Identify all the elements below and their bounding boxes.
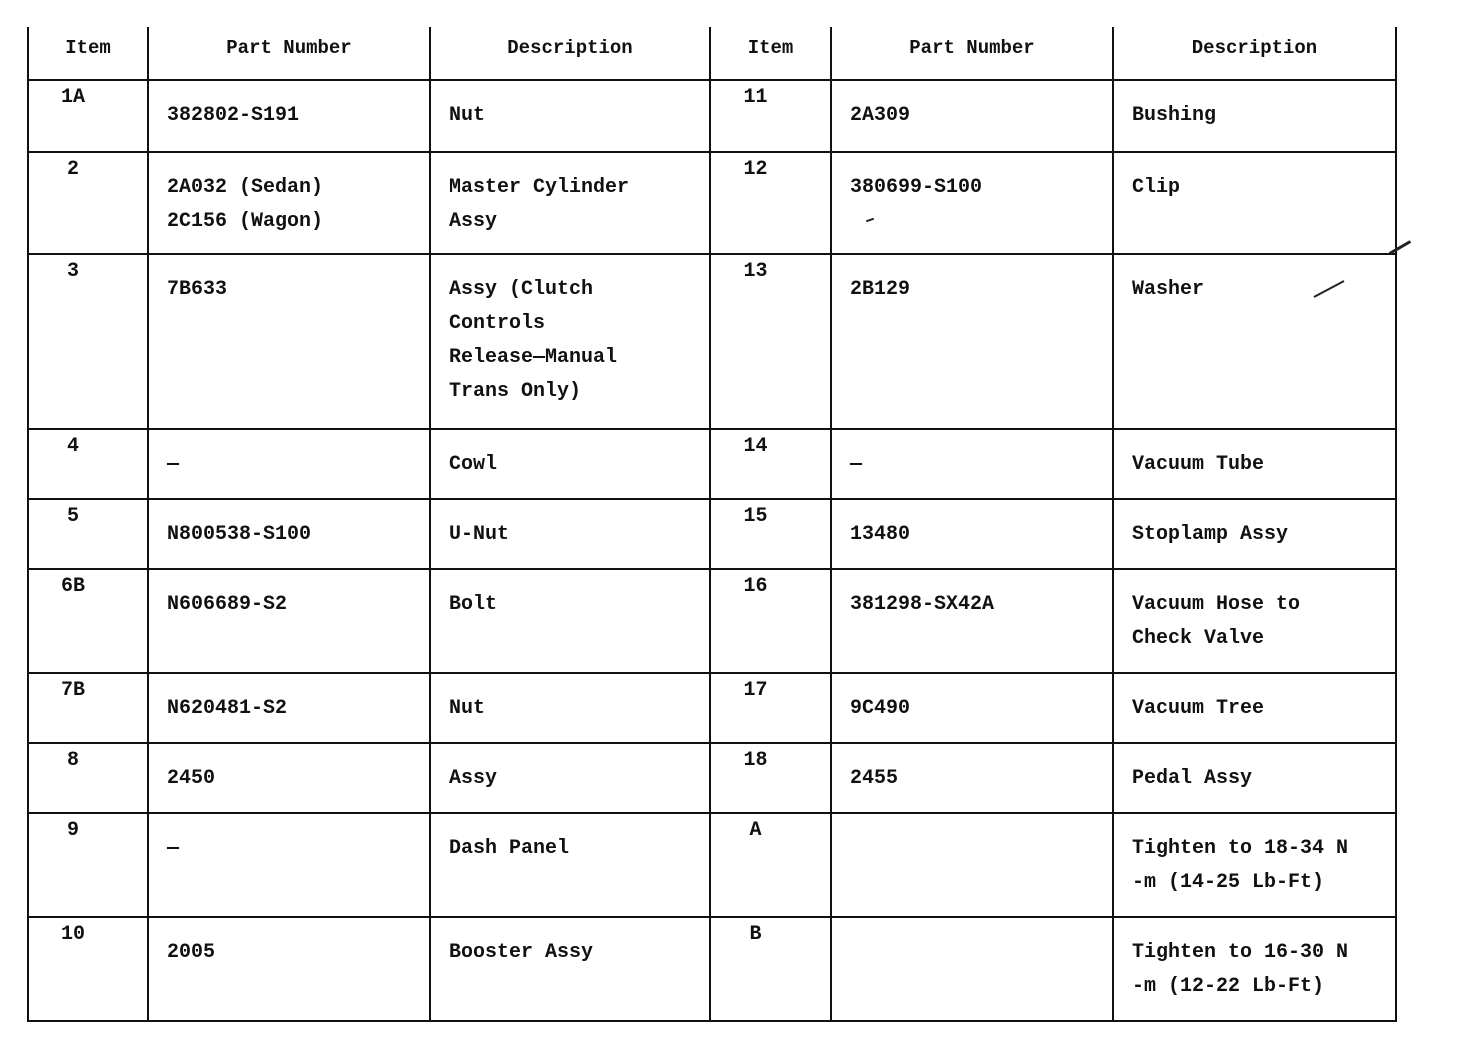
description-cell: Nut [430,673,710,743]
part-number-cell: N800538-S100 [148,499,430,569]
part-number-cell: 2A032 (Sedan) 2C156 (Wagon) [148,152,430,254]
item-cell: 4 [28,429,148,499]
item-cell: A [710,813,831,917]
item-cell: 16 [710,569,831,673]
part-number-cell: 2A309 [831,80,1113,152]
table-row [28,743,1396,813]
item-cell: 14 [710,429,831,499]
item-cell: 12 [710,152,831,254]
header-part-number-right: Part Number [831,27,1113,80]
header-description-left: Description [430,27,710,80]
part-number-cell [831,813,1113,917]
description-cell: Master Cylinder Assy [430,152,710,254]
item-cell: 11 [710,80,831,152]
part-number-cell: 382802-S191 [148,80,430,152]
item-cell: 15 [710,499,831,569]
part-number-cell: N620481-S2 [148,673,430,743]
item-cell: 6B [28,569,148,673]
item-cell: 13 [710,254,831,429]
table-row [28,673,1396,743]
description-cell: Dash Panel [430,813,710,917]
description-cell: U-Nut [430,499,710,569]
part-number-cell: 9C490 [831,673,1113,743]
description-cell: Tighten to 18-34 N -m (14-25 Lb-Ft) [1113,813,1396,917]
header-description-right: Description [1113,27,1396,80]
item-cell: 9 [28,813,148,917]
part-number-cell: 2455 [831,743,1113,813]
description-cell: Vacuum Hose to Check Valve [1113,569,1396,673]
part-number-cell: 381298-SX42A [831,569,1113,673]
item-cell: 5 [28,499,148,569]
description-cell: Assy [430,743,710,813]
description-cell: Vacuum Tube [1113,429,1396,499]
item-cell: 1A [28,80,148,152]
part-number-cell: 380699-S100 [831,152,1113,254]
description-cell: Bushing [1113,80,1396,152]
item-cell: 8 [28,743,148,813]
part-number-cell: — [148,429,430,499]
part-number-cell: 2005 [148,917,430,1021]
description-cell: Vacuum Tree [1113,673,1396,743]
description-cell: Bolt [430,569,710,673]
description-cell: Stoplamp Assy [1113,499,1396,569]
header-item-right: Item [710,27,831,80]
part-number-cell: — [148,813,430,917]
item-cell: 2 [28,152,148,254]
parts-table [27,27,1397,1022]
table-row [28,569,1396,673]
item-cell: 3 [28,254,148,429]
description-cell: Clip [1113,152,1396,254]
part-number-cell: 2450 [148,743,430,813]
part-number-cell: N606689-S2 [148,569,430,673]
description-cell: Tighten to 16-30 N -m (12-22 Lb-Ft) [1113,917,1396,1021]
table-row [28,499,1396,569]
table-row [28,152,1396,254]
item-cell: B [710,917,831,1021]
description-cell: Booster Assy [430,917,710,1021]
table-row [28,254,1396,429]
description-cell: Assy (Clutch Controls Release—Manual Trans Only) [430,254,710,429]
item-cell: 18 [710,743,831,813]
part-number-cell [831,917,1113,1021]
description-cell: Pedal Assy [1113,743,1396,813]
item-cell: 7B [28,673,148,743]
part-number-cell: 7B633 [148,254,430,429]
part-number-cell: 2B129 [831,254,1113,429]
table-row [28,813,1396,917]
item-cell: 10 [28,917,148,1021]
table-row [28,429,1396,499]
table-row [28,80,1396,152]
description-cell: Cowl [430,429,710,499]
header-part-number-left: Part Number [148,27,430,80]
part-number-cell: 13480 [831,499,1113,569]
description-cell: Washer [1113,254,1396,429]
header-item-left: Item [28,27,148,80]
item-cell: 17 [710,673,831,743]
header-row [28,27,1396,80]
table-row [28,917,1396,1021]
description-cell: Nut [430,80,710,152]
part-number-cell: — [831,429,1113,499]
